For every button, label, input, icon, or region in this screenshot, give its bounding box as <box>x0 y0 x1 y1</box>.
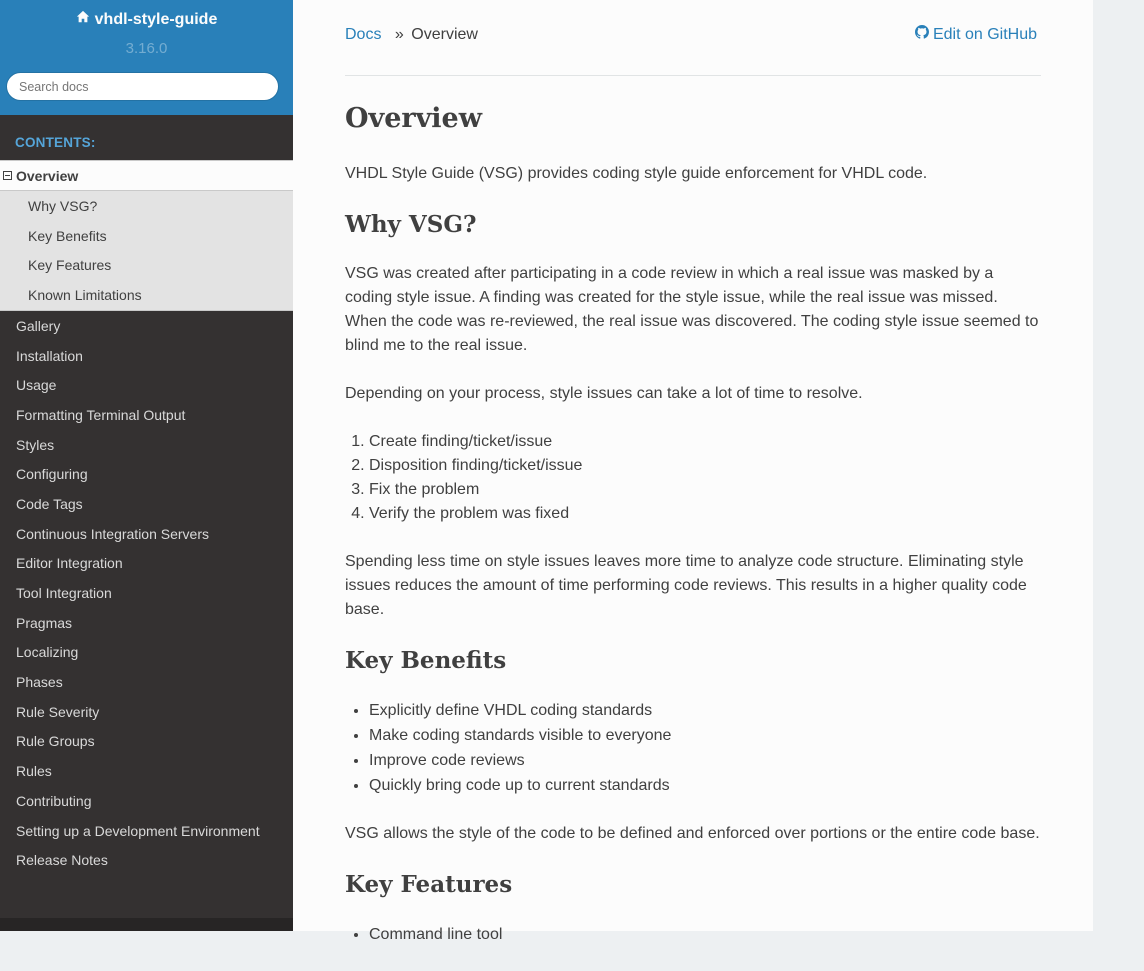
breadcrumb <box>345 26 478 44</box>
section-heading-key-features: Key Features <box>345 871 513 898</box>
header-divider <box>345 75 1041 76</box>
list-item: 2. Disposition finding/ticket/issue <box>369 454 1041 478</box>
section-heading-key-benefits: Key Benefits <box>345 647 507 674</box>
why-paragraph-3: Spending less time on style issues leaves more time to analyze code structure. Eliminating style issues reduces the amount of time performing code reviews. This results in a higher quality code base. <box>345 553 1027 618</box>
list-item: • Explicitly define VHDL coding standards <box>369 698 1041 723</box>
breadcrumb-current: Overview <box>411 26 478 43</box>
toc-item[interactable]: Rule Severity <box>16 703 100 720</box>
toc-item[interactable]: Rules <box>16 763 52 780</box>
collapse-icon[interactable] <box>3 171 12 180</box>
list-item: • Make coding standards visible to everyone <box>369 723 1041 748</box>
list-item: 3. Fix the problem <box>369 478 1041 502</box>
toc-item-overview[interactable] <box>0 160 293 191</box>
list-item: • Quickly bring code up to current standards <box>369 773 1041 798</box>
benefits-list <box>345 698 1041 798</box>
toc-item[interactable]: Setting up a Development Environment <box>16 822 260 839</box>
toc-item-label: Overview <box>16 167 79 184</box>
toc-item[interactable]: Styles <box>16 436 55 453</box>
project-link[interactable] <box>0 10 293 29</box>
home-icon <box>76 10 90 29</box>
benefits-paragraph: VSG allows the style of the code to be defined and enforced over portions or the entire code base. <box>345 825 1040 842</box>
breadcrumb-docs-link[interactable]: Docs <box>345 26 382 43</box>
edit-on-github-link[interactable] <box>915 25 1037 44</box>
page-background <box>1093 0 1144 931</box>
why-paragraph-1: VSG was created after participating in a code review in which a real issue was masked by a coding style issue. A finding was created for the style issue, while the real issue was missed. When the code was re-reviewed, the real issue was discovered. The coding style issue seemed to blind me to the real issue. <box>345 265 1039 354</box>
sidebar <box>0 0 293 931</box>
toc-item[interactable]: Contributing <box>16 792 92 809</box>
breadcrumb-separator: » <box>394 26 404 43</box>
toc-item[interactable]: Pragmas <box>16 614 73 631</box>
process-steps-list <box>345 430 1041 526</box>
toc-subitem[interactable]: Key Features <box>28 257 112 274</box>
list-item: • Improve code reviews <box>369 748 1041 773</box>
list-item: • Command line tool <box>369 922 1041 947</box>
section-heading-why-vsg: Why VSG? <box>345 211 477 238</box>
intro-paragraph: VHDL Style Guide (VSG) provides coding style guide enforcement for VHDL code. <box>345 165 928 182</box>
toc-item[interactable]: Editor Integration <box>16 555 123 572</box>
edit-label: Edit on GitHub <box>932 25 1037 43</box>
toc-item[interactable]: Code Tags <box>16 495 83 512</box>
page-title: Overview <box>345 103 482 134</box>
toc-item[interactable]: Configuring <box>16 466 88 483</box>
why-paragraph-2: Depending on your process, style issues can take a lot of time to resolve. <box>345 385 863 402</box>
toc-subitem[interactable]: Key Benefits <box>28 227 107 244</box>
toc-item[interactable]: Usage <box>16 377 57 394</box>
toc-nav-list <box>0 311 293 875</box>
toc-item[interactable]: Phases <box>16 674 63 691</box>
sidebar-footer <box>0 918 293 931</box>
project-name: vhdl-style-guide <box>94 10 218 28</box>
search-input[interactable] <box>6 72 279 101</box>
toc-item[interactable]: Tool Integration <box>16 585 112 602</box>
toc <box>0 160 293 875</box>
toc-item[interactable]: Continuous Integration Servers <box>16 525 209 542</box>
toc-item[interactable]: Installation <box>16 347 83 364</box>
toc-caption: CONTENTS: <box>15 135 96 150</box>
toc-item[interactable]: Release Notes <box>16 852 108 869</box>
features-list <box>345 922 1041 947</box>
toc-item[interactable]: Gallery <box>16 317 61 334</box>
document-body <box>345 100 1041 971</box>
toc-subitem[interactable]: Why VSG? <box>28 197 98 214</box>
version-label: 3.16.0 <box>125 40 168 57</box>
toc-item[interactable]: Rule Groups <box>16 733 95 750</box>
toc-item[interactable]: Localizing <box>16 644 79 661</box>
toc-subitem[interactable]: Known Limitations <box>28 287 142 304</box>
main-content <box>293 0 1093 943</box>
list-item: 1. Create finding/ticket/issue <box>369 430 1041 454</box>
list-item: 4. Verify the problem was fixed <box>369 502 1041 526</box>
github-icon <box>915 25 929 44</box>
toc-subsection-list <box>0 191 293 311</box>
sidebar-header <box>0 0 293 115</box>
toc-item[interactable]: Formatting Terminal Output <box>16 406 186 423</box>
